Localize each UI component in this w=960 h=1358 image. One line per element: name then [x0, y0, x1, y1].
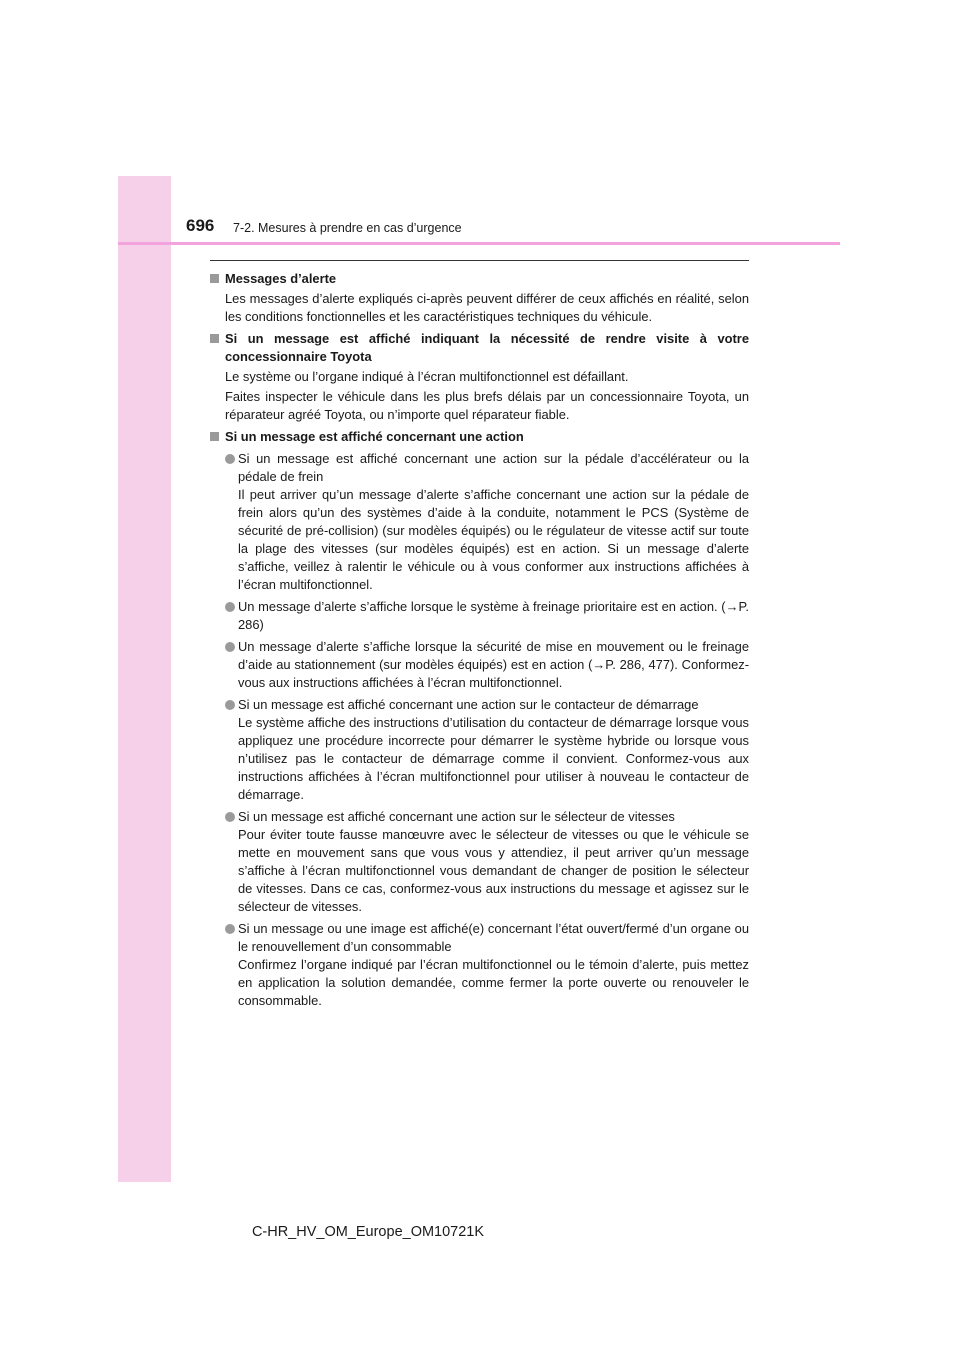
round-bullet-icon: [225, 812, 235, 822]
content: [210, 266, 749, 1010]
list-item: [225, 638, 749, 692]
bullet-title: Si un message est affiché concernant une action sur le sélecteur de vitesses: [238, 809, 675, 824]
round-bullet-icon: [225, 642, 235, 652]
bullet-title: Un message d’alerte s’affiche lorsque la sécurité de mise en mouvement ou le freinage d’aide au stationnement (sur modèles équipés) est en action (→P. 286, 477). Conformez-vous aux instructions affichées à l’écran multifonctionnel.: [238, 639, 749, 690]
square-bullet-icon: [210, 432, 219, 441]
sidebar-tab: [118, 176, 171, 1182]
bullet-title: Si un message est affiché concernant une action sur le contacteur de démarrage: [238, 697, 699, 712]
bullet-text: Il peut arriver qu’un message d’alerte s’affiche concernant une action sur la pédale de frein alors qu’un des systèmes d’aide à la conduite, notamment le PCS (Système de sécurité de pré-collision) (sur modèles équipés) ou le régulateur de vitesse actif sur toute la plage des vitesses (sur modèles équipés) est en action. Si un message d’alerte s’affiche, veillez à ralentir le véhicule ou à vous conformer aux instructions affichées à l’écran multifonctionnel.: [238, 487, 749, 592]
paragraph: Le système ou l’organe indiqué à l’écran multifonctionnel est défaillant.: [225, 369, 629, 384]
list-item: [225, 598, 749, 634]
list-item: [225, 696, 749, 804]
bullet-title: Si un message est affiché concernant une action sur la pédale d’accélérateur ou la pédale de frein: [238, 451, 749, 484]
round-bullet-icon: [225, 924, 235, 934]
round-bullet-icon: [225, 700, 235, 710]
round-bullet-icon: [225, 454, 235, 464]
document-code: C-HR_HV_OM_Europe_OM10721K: [251, 1224, 485, 1240]
section-heading: Si un message est affiché concernant une action: [210, 428, 749, 446]
section-heading: Messages d’alerte: [210, 270, 749, 288]
section-dealer-visit: [210, 330, 749, 424]
section-title: 7-2. Mesures à prendre en cas d’urgence: [233, 221, 462, 235]
header-divider: [118, 242, 840, 245]
bullet-text: Pour éviter toute fausse manœuvre avec le sélecteur de vitesses ou que le véhicule se mette en mouvement sans que vous vous y attendiez, il peut arriver qu’un message s’affiche à l’écran multifonctionnel vous demandant de changer de position le sélecteur de vitesses. Dans ce cas, conformez-vous aux instructions du message et agissez sur le sélecteur de vitesses.: [238, 827, 749, 914]
section-heading: Si un message est affiché indiquant la nécessité de rendre visite à votre concessionnaire Toyota: [210, 330, 749, 366]
section-warning-messages: [210, 270, 749, 326]
section-action-message: [210, 428, 749, 1010]
footer: [0, 1224, 960, 1240]
list-item: [225, 450, 749, 594]
bullet-title: Un message d’alerte s’affiche lorsque le système à freinage prioritaire est en action. (→P. 286): [238, 599, 749, 632]
square-bullet-icon: [210, 274, 219, 283]
list-item: [225, 920, 749, 1010]
bullet-title: Si un message ou une image est affiché(e) concernant l’état ouvert/fermé d’un organe ou le renouvellement d’un consommable: [238, 921, 749, 954]
square-bullet-icon: [210, 334, 219, 343]
bullet-text: Confirmez l’organe indiqué par l’écran multifonctionnel ou le témoin d’alerte, puis mettez en application la solution demandée, comme fermer la porte ouverte ou renouveler le consommable.: [238, 957, 749, 1008]
list-item: [225, 808, 749, 916]
paragraph: Faites inspecter le véhicule dans les plus brefs délais par un concessionnaire Toyota, un réparateur agréé Toyota, ou n’importe quel réparateur fiable.: [225, 389, 749, 422]
page-number: 696: [186, 216, 215, 235]
paragraph: Les messages d’alerte expliqués ci-après peuvent différer de ceux affichés en réalité, selon les conditions fonctionnelles et les caractéristiques techniques du véhicule.: [225, 291, 749, 324]
round-bullet-icon: [225, 602, 235, 612]
content-divider: [210, 260, 749, 261]
bullet-text: Le système affiche des instructions d’utilisation du contacteur de démarrage lorsque vous appliquez une procédure incorrecte pour démarrer le système hybride ou lorsque vous n’utilisez pas le contacteur de démarrage comme il convient. Conformez-vous aux instructions affichées à l’écran multifonctionnel pour utiliser à nouveau le contacteur de démarrage.: [238, 715, 749, 802]
